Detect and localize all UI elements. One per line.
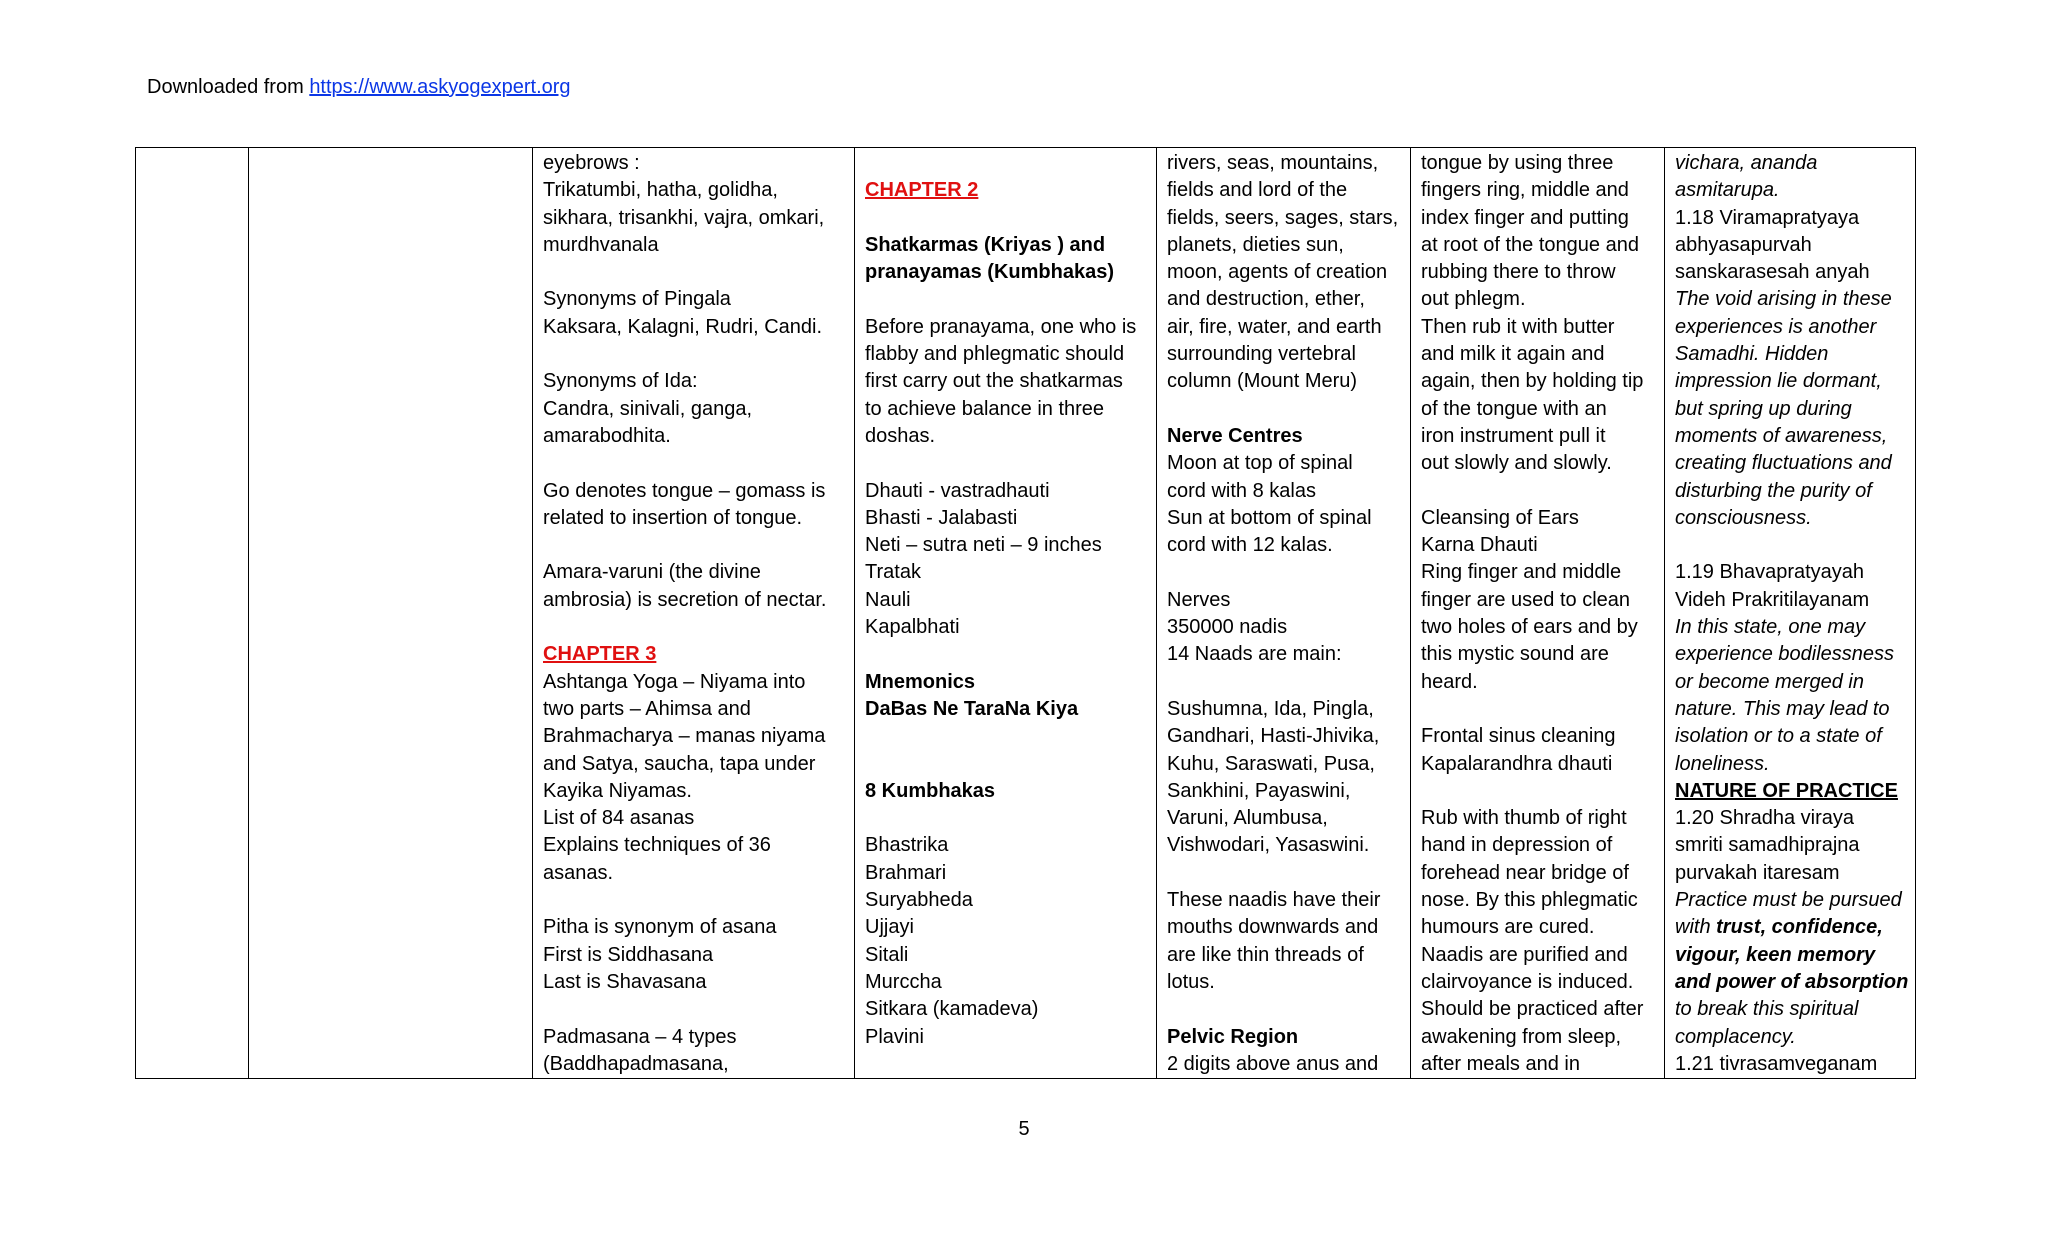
text-line [543, 450, 844, 477]
text-line: Rub with thumb of right [1421, 807, 1627, 830]
text-line [865, 723, 1146, 750]
text-line: Karna Dhauti [1421, 534, 1538, 557]
text-line [865, 150, 1146, 177]
text-line: or become merged in [1675, 670, 1864, 693]
text-line: Sitkara (kamadeva) [865, 998, 1039, 1021]
text-fragment: with [1675, 916, 1717, 939]
text-line: moon, agents of creation [1167, 261, 1388, 284]
text-line: Shatkarmas (Kriyas ) and [865, 233, 1106, 256]
text-line: consciousness. [1675, 506, 1812, 529]
text-line: The void arising in these [1675, 288, 1892, 311]
text-line: Candra, sinivali, ganga, [543, 397, 753, 420]
text-line [865, 205, 1146, 232]
text-line: Kapalbhati [865, 616, 960, 639]
table-row [136, 148, 1916, 1079]
text-line: awakening from sleep, [1421, 1025, 1622, 1048]
text-line: Tratak [865, 561, 921, 584]
text-line: out phlegm. [1421, 288, 1526, 311]
text-fragment-bold: trust, confidence, [1716, 916, 1883, 939]
text-line: asmitarupa. [1675, 179, 1780, 202]
text-line: Before pranayama, one who is [865, 315, 1137, 338]
text-line: Brahmari [865, 861, 947, 884]
text-line: Kayika Niyamas. [543, 779, 692, 802]
text-line: smriti samadhiprajna [1675, 834, 1860, 857]
text-line: Then rub it with butter [1421, 315, 1615, 338]
text-line: Vishwodari, Yasaswini. [1167, 834, 1370, 857]
text-line [543, 614, 844, 641]
text-line: Neti – sutra neti – 9 inches [865, 534, 1102, 557]
text-line: rubbing there to throw [1421, 261, 1616, 284]
text-line: Sitali [865, 943, 909, 966]
text-line [865, 805, 1146, 832]
table-cell-col-4 [855, 148, 1157, 1079]
text-line: Kapalarandhra dhauti [1421, 752, 1613, 775]
text-line: cord with 8 kalas [1167, 479, 1316, 502]
text-line: to achieve balance in three [865, 397, 1105, 420]
text-line: Suryabheda [865, 889, 973, 912]
text-line: Varuni, Alumbusa, [1167, 807, 1328, 830]
text-line: Go denotes tongue – gomass is [543, 479, 826, 502]
text-line: nature. This may lead to [1675, 697, 1890, 720]
text-line: at root of the tongue and [1421, 233, 1639, 256]
page-number: 5 [1018, 1118, 1030, 1140]
text-line: Amara-varuni (the divine [543, 561, 761, 584]
table-cell-col-5 [1157, 148, 1411, 1079]
text-line: eyebrows : [543, 152, 640, 174]
text-line: Bhastrika [865, 834, 949, 857]
text-line: Padmasana – 4 types [543, 1025, 737, 1048]
text-line: Frontal sinus cleaning [1421, 725, 1616, 748]
text-line: fingers ring, middle and [1421, 179, 1629, 202]
text-line: forehead near bridge of [1421, 861, 1629, 884]
text-line: Naadis are purified and [1421, 943, 1628, 966]
text-line: loneliness. [1675, 752, 1770, 775]
text-line: Pitha is synonym of asana [543, 916, 777, 939]
text-line: hand in depression of [1421, 834, 1613, 857]
section-heading: NATURE OF PRACTICE [1675, 779, 1898, 802]
text-line: air, fire, water, and earth [1167, 315, 1382, 338]
text-line: two parts – Ahimsa and [543, 697, 751, 720]
text-line: and power of absorption [1675, 970, 1909, 993]
text-line [1421, 778, 1654, 805]
text-line: Kuhu, Saraswati, Pusa, [1167, 752, 1375, 775]
text-line: Synonyms of Pingala [543, 288, 731, 311]
text-line: to break this spiritual [1675, 998, 1859, 1021]
text-line: fields, seers, sages, stars, [1167, 206, 1399, 229]
text-line: again, then by holding tip [1421, 370, 1644, 393]
text-line: Samadhi. Hidden [1675, 343, 1829, 366]
text-line: Pelvic Region [1167, 1025, 1299, 1048]
text-line: finger are used to clean [1421, 588, 1631, 611]
text-line: and milk it again and [1421, 343, 1605, 366]
text-line: Bhasti - Jalabasti [865, 506, 1018, 529]
text-line: mouths downwards and [1167, 916, 1379, 939]
text-line: this mystic sound are [1421, 643, 1609, 666]
text-line: pranayamas (Kumbhakas) [865, 261, 1114, 284]
text-line [1675, 914, 1905, 941]
text-line: Moon at top of spinal [1167, 452, 1353, 475]
table-cell-col-3 [533, 148, 855, 1079]
text-line: Nauli [865, 588, 911, 611]
text-line: sanskarasesah anyah [1675, 261, 1870, 284]
text-line: are like thin threads of [1167, 943, 1364, 966]
table-cell-col-1 [136, 148, 249, 1079]
text-line: Sun at bottom of spinal [1167, 506, 1372, 529]
text-line: clairvoyance is induced. [1421, 970, 1634, 993]
text-line: Should be practiced after [1421, 998, 1644, 1021]
text-line: Cleansing of Ears [1421, 506, 1579, 529]
text-line: flabby and phlegmatic should [865, 343, 1125, 366]
text-line: and Satya, saucha, tapa under [543, 752, 816, 775]
text-line: Ujjayi [865, 916, 914, 939]
text-line: nose. By this phlegmatic [1421, 889, 1638, 912]
text-line: ambrosia) is secretion of nectar. [543, 588, 827, 611]
text-line: (Baddhapadmasana, [543, 1052, 729, 1075]
text-line: 8 Kumbhakas [865, 779, 996, 802]
text-line: vigour, keen memory [1675, 943, 1876, 966]
text-line: impression lie dormant, [1675, 370, 1882, 393]
text-line: rivers, seas, mountains, [1167, 152, 1379, 174]
text-line [543, 532, 844, 559]
text-line: sikhara, trisankhi, vajra, omkari, [543, 206, 825, 229]
text-line: Nerves [1167, 588, 1231, 611]
text-line: isolation or to a state of [1675, 725, 1882, 748]
source-link[interactable]: https://www.askyogexpert.org [309, 76, 571, 98]
text-line: Sankhini, Payaswini, [1167, 779, 1351, 802]
text-line: 1.19 Bhavapratyayah [1675, 561, 1865, 584]
table-cell-col-2 [249, 148, 533, 1079]
text-line [1167, 669, 1400, 696]
text-line: Plavini [865, 1025, 924, 1048]
text-line: but spring up during [1675, 397, 1852, 420]
text-line: after meals and in [1421, 1052, 1580, 1075]
text-line [543, 259, 844, 286]
text-line: humours are cured. [1421, 916, 1595, 939]
text-line: disturbing the purity of [1675, 479, 1872, 502]
text-line: moments of awareness, [1675, 424, 1888, 447]
text-line: vichara, ananda [1675, 152, 1818, 174]
text-line: 1.20 Shradha viraya [1675, 807, 1855, 830]
text-line: out slowly and slowly. [1421, 452, 1612, 475]
text-line: Sushumna, Ida, Pingla, [1167, 697, 1374, 720]
text-line: Brahmacharya – manas niyama [543, 725, 826, 748]
text-line: experiences is another [1675, 315, 1877, 338]
text-line: Ashtanga Yoga – Niyama into [543, 670, 806, 693]
text-line [1421, 478, 1654, 505]
text-line [865, 751, 1146, 778]
text-line: complacency. [1675, 1025, 1796, 1048]
text-line: lotus. [1167, 970, 1215, 993]
text-line [543, 341, 844, 368]
text-line: of the tongue with an [1421, 397, 1607, 420]
text-line [1421, 696, 1654, 723]
text-line [865, 641, 1146, 668]
text-line [865, 450, 1146, 477]
text-line: murdhvanala [543, 233, 659, 256]
text-line: Gandhari, Hasti-Jhivika, [1167, 725, 1380, 748]
text-line: doshas. [865, 424, 936, 447]
text-line: creating fluctuations and [1675, 452, 1892, 475]
text-line [1167, 860, 1400, 887]
text-line: first carry out the shatkarmas [865, 370, 1123, 393]
text-line: surrounding vertebral [1167, 343, 1356, 366]
text-line [1167, 396, 1400, 423]
text-line: asanas. [543, 861, 614, 884]
text-line: heard. [1421, 670, 1478, 693]
text-line: cord with 12 kalas. [1167, 534, 1333, 557]
text-line [1675, 532, 1905, 559]
text-line [543, 996, 844, 1023]
chapter-heading: CHAPTER 2 [865, 179, 979, 202]
text-line: Mnemonics [865, 670, 976, 693]
text-line: Dhauti - vastradhauti [865, 479, 1050, 502]
text-line: 2 digits above anus and [1167, 1052, 1379, 1075]
text-line: 350000 nadis [1167, 616, 1288, 639]
text-line: Nerve Centres [1167, 424, 1303, 447]
text-line: planets, dieties sun, [1167, 233, 1344, 256]
text-line: First is Siddhasana [543, 943, 714, 966]
text-line: Trikatumbi, hatha, golidha, [543, 179, 778, 202]
text-line: fields and lord of the [1167, 179, 1348, 202]
text-line: two holes of ears and by [1421, 616, 1638, 639]
text-line: Ring finger and middle [1421, 561, 1622, 584]
text-line [543, 887, 844, 914]
text-line: 1.21 tivrasamveganam [1675, 1052, 1878, 1075]
text-line: In this state, one may [1675, 616, 1866, 639]
text-line: Kaksara, Kalagni, Rudri, Candi. [543, 315, 823, 338]
text-line: and destruction, ether, [1167, 288, 1365, 311]
text-line: experience bodilessness [1675, 643, 1895, 666]
text-line: DaBas Ne TaraNa Kiya [865, 697, 1079, 720]
text-line: tongue by using three [1421, 152, 1614, 174]
text-line: Explains techniques of 36 [543, 834, 771, 857]
download-header [147, 74, 571, 100]
text-line: These naadis have their [1167, 889, 1381, 912]
text-line: abhyasapurvah [1675, 233, 1812, 256]
text-line: iron instrument pull it [1421, 424, 1606, 447]
text-line: Last is Shavasana [543, 970, 707, 993]
text-line: List of 84 asanas [543, 807, 695, 830]
text-line: amarabodhita. [543, 424, 671, 447]
table-cell-col-6 [1411, 148, 1665, 1079]
content-table [135, 147, 1916, 1079]
text-line: Practice must be pursued [1675, 889, 1902, 912]
chapter-heading: CHAPTER 3 [543, 643, 657, 666]
header-prefix: Downloaded from [147, 76, 310, 98]
text-line: purvakah itaresam [1675, 861, 1840, 884]
table-cell-col-7 [1665, 148, 1916, 1079]
text-line [1167, 996, 1400, 1023]
text-line: related to insertion of tongue. [543, 506, 803, 529]
text-line [1167, 559, 1400, 586]
text-line: Synonyms of Ida: [543, 370, 698, 393]
text-line: 14 Naads are main: [1167, 643, 1342, 666]
text-line: column (Mount Meru) [1167, 370, 1358, 393]
text-line: Murccha [865, 970, 942, 993]
text-line: 1.18 Viramapratyaya [1675, 206, 1860, 229]
text-line: Videh Prakritilayanam [1675, 588, 1870, 611]
text-line: index finger and putting [1421, 206, 1629, 229]
text-line [865, 286, 1146, 313]
